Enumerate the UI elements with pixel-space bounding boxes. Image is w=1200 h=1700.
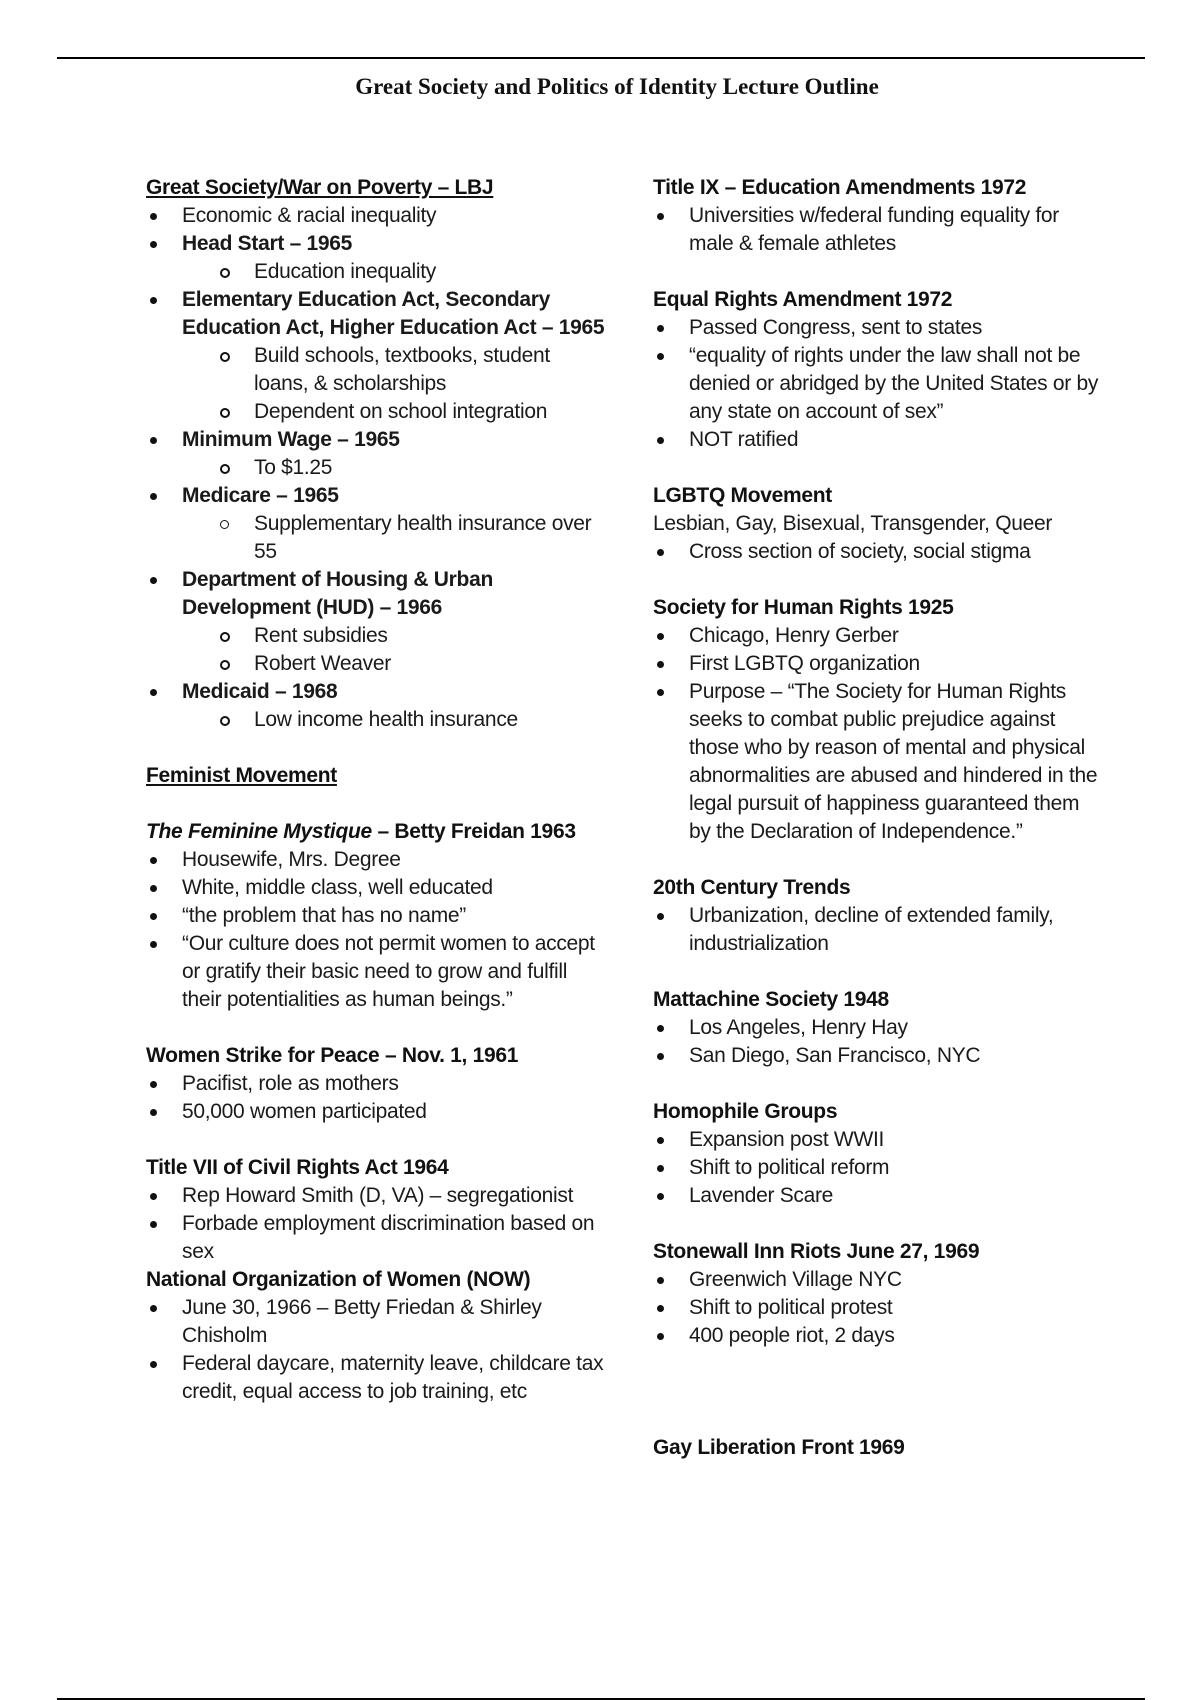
- list-item: Rep Howard Smith (D, VA) – segregationist: [146, 1182, 606, 1210]
- list-item: Passed Congress, sent to states: [653, 314, 1103, 342]
- list-item: June 30, 1966 – Betty Friedan & Shirley Chisholm: [146, 1294, 606, 1350]
- sub-list-item: Rent subsidies: [146, 622, 606, 650]
- homophile-list: [653, 1126, 1103, 1210]
- list-item: Medicaid – 1968: [146, 678, 606, 706]
- list-item: NOT ratified: [653, 426, 1103, 454]
- lgbtq-list: [653, 538, 1103, 566]
- now-heading: National Organization of Women (NOW): [146, 1268, 531, 1291]
- list-item: Shift to political reform: [653, 1154, 1103, 1182]
- list-item: Cross section of society, social stigma: [653, 538, 1103, 566]
- sub-list-item: Dependent on school integration: [146, 398, 606, 426]
- sub-list-item: Robert Weaver: [146, 650, 606, 678]
- list-item: Elementary Education Act, Secondary Education Act, Higher Education Act – 1965: [146, 286, 606, 342]
- stonewall-list: [653, 1266, 1103, 1350]
- title-ix-heading: Title IX – Education Amendments 1972: [653, 176, 1027, 199]
- list-item: Federal daycare, maternity leave, childcare tax credit, equal access to job training, etc: [146, 1350, 606, 1406]
- list-item: Pacifist, role as mothers: [146, 1070, 606, 1098]
- list-item: Purpose – “The Society for Human Rights seeks to combat public prejudice against those who by reason of mental and physical abnormalities are abused and hindered in the legal pursuit of happiness guaranteed them by the Declaration of Independence.”: [653, 678, 1103, 846]
- list-item: Economic & racial inequality: [146, 202, 606, 230]
- sub-list-item: To $1.25: [146, 454, 606, 482]
- sub-list-item: Education inequality: [146, 258, 606, 286]
- trends-list: [653, 902, 1103, 958]
- list-item: Medicare – 1965: [146, 482, 606, 510]
- list-item: First LGBTQ organization: [653, 650, 1103, 678]
- great-society-list: [146, 202, 606, 734]
- strike-list: [146, 1070, 606, 1126]
- sub-list-item: Supplementary health insurance over 55: [146, 510, 606, 566]
- list-item: “equality of rights under the law shall not be denied or abridged by the United States or by any state on account of sex”: [653, 342, 1103, 426]
- title-vii-list: [146, 1182, 606, 1266]
- era-heading: Equal Rights Amendment 1972: [653, 288, 953, 311]
- sub-list-item: Low income health insurance: [146, 706, 606, 734]
- list-item: 50,000 women participated: [146, 1098, 606, 1126]
- trends-heading: 20th Century Trends: [653, 876, 851, 899]
- list-item: Expansion post WWII: [653, 1126, 1103, 1154]
- list-item: Housewife, Mrs. Degree: [146, 846, 606, 874]
- stonewall-heading: Stonewall Inn Riots June 27, 1969: [653, 1240, 980, 1263]
- list-item: “the problem that has no name”: [146, 902, 606, 930]
- list-item: San Diego, San Francisco, NYC: [653, 1042, 1103, 1070]
- list-item: Los Angeles, Henry Hay: [653, 1014, 1103, 1042]
- list-item: “Our culture does not permit women to accept or gratify their basic need to grow and fulfill their potentialities as human beings.”: [146, 930, 606, 1014]
- shr-heading: Society for Human Rights 1925: [653, 596, 954, 619]
- list-item: Head Start – 1965: [146, 230, 606, 258]
- shr-list: [653, 622, 1103, 846]
- feminine-mystique-author: – Betty Freidan 1963: [371, 820, 576, 843]
- list-item: White, middle class, well educated: [146, 874, 606, 902]
- strike-heading: Women Strike for Peace – Nov. 1, 1961: [146, 1044, 519, 1067]
- list-item: Lavender Scare: [653, 1182, 1103, 1210]
- lgbtq-heading: LGBTQ Movement: [653, 484, 832, 507]
- list-item: Urbanization, decline of extended family, industrialization: [653, 902, 1103, 958]
- list-item: 400 people riot, 2 days: [653, 1322, 1103, 1350]
- title-ix-list: [653, 202, 1103, 258]
- right-column: [653, 174, 1103, 1462]
- mattachine-list: [653, 1014, 1103, 1070]
- list-item: Forbade employment discrimination based on sex: [146, 1210, 606, 1266]
- era-list: [653, 314, 1103, 454]
- great-society-heading: Great Society/War on Poverty – LBJ: [146, 176, 494, 199]
- feminine-mystique-title: The Feminine Mystique: [146, 820, 372, 843]
- glf-heading: Gay Liberation Front 1969: [653, 1436, 905, 1459]
- top-rule: [57, 57, 1145, 59]
- title-vii-heading: Title VII of Civil Rights Act 1964: [146, 1156, 449, 1179]
- feminist-heading: Feminist Movement: [146, 764, 337, 787]
- homophile-heading: Homophile Groups: [653, 1100, 838, 1123]
- left-column: [146, 174, 606, 1406]
- feminine-mystique-list: [146, 846, 606, 1014]
- list-item: Universities w/federal funding equality for male & female athletes: [653, 202, 1103, 258]
- list-item: Minimum Wage – 1965: [146, 426, 606, 454]
- page-title: Great Society and Politics of Identity Lecture Outline: [355, 74, 879, 99]
- feminine-mystique-heading: [146, 818, 606, 846]
- mattachine-heading: Mattachine Society 1948: [653, 988, 889, 1011]
- list-item: Shift to political protest: [653, 1294, 1103, 1322]
- lgbtq-subtitle: Lesbian, Gay, Bisexual, Transgender, Queer: [653, 512, 1053, 535]
- list-item: Chicago, Henry Gerber: [653, 622, 1103, 650]
- sub-list-item: Build schools, textbooks, student loans, & scholarships: [146, 342, 606, 398]
- list-item: Greenwich Village NYC: [653, 1266, 1103, 1294]
- list-item: Department of Housing & Urban Development (HUD) – 1966: [146, 566, 606, 622]
- now-list: [146, 1294, 606, 1406]
